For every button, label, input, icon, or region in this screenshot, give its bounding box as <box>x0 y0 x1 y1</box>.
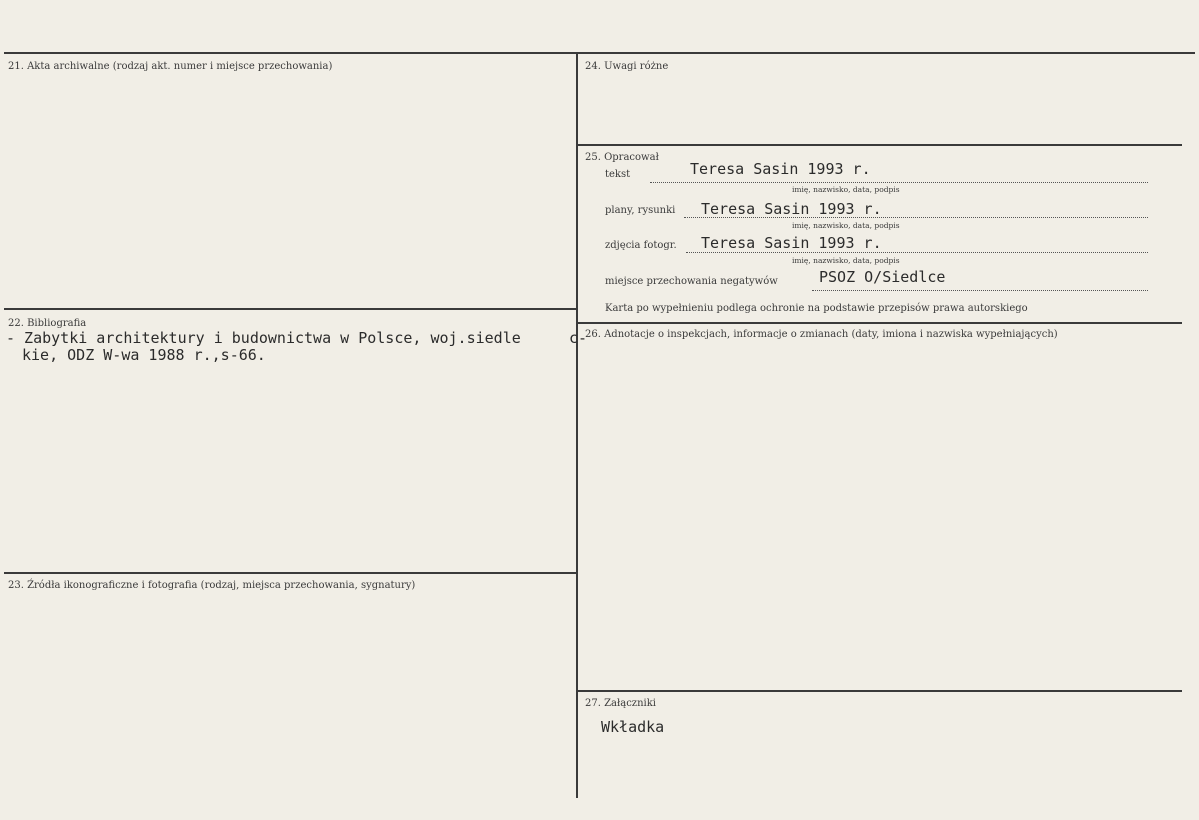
section-23-label: 23. Źródła ikonograficzne i fotografia (rodzaj, miejsca przechowania, sygnatury) <box>8 580 416 591</box>
section-21-label: 21. Akta archiwalne (rodzaj akt. numer i miejsce przechowania) <box>8 61 333 72</box>
bibliography-entry-line2: kie, ODZ W-wa 1988 r.,s-66. <box>22 346 266 364</box>
zdjecia-value: Teresa Sasin 1993 r. <box>701 234 882 252</box>
bibliography-entry-line1-tail: c- <box>569 329 588 347</box>
section-22-label: 22. Bibliografia <box>8 318 87 329</box>
tekst-line <box>650 182 1148 183</box>
attachments-value: Wkładka <box>601 718 665 736</box>
center-divider <box>576 53 578 798</box>
plany-label: plany, rysunki <box>605 205 676 216</box>
plany-line <box>684 217 1148 218</box>
section-25-label: 25. Opracował <box>585 152 659 163</box>
plany-caption: imię, nazwisko, data, podpis <box>792 221 900 230</box>
section-24-label: 24. Uwagi różne <box>585 61 669 72</box>
copyright-notice: Karta po wypełnieniu podlega ochronie na podstawie przepisów prawa autorskiego <box>605 303 1028 314</box>
section-27-label: 27. Załączniki <box>585 698 656 709</box>
negatywy-label: miejsce przechowania negatywów <box>605 276 778 287</box>
right-rule-25-26 <box>578 322 1182 324</box>
zdjecia-caption: imię, nazwisko, data, podpis <box>792 256 900 265</box>
right-rule-24-25 <box>578 144 1182 146</box>
left-rule-22-23 <box>4 572 576 574</box>
tekst-caption: imię, nazwisko, data, podpis <box>792 185 900 194</box>
tekst-value: Teresa Sasin 1993 r. <box>690 160 871 178</box>
negatywy-value: PSOZ O/Siedlce <box>819 268 946 286</box>
negatywy-line <box>812 290 1148 291</box>
top-rule <box>4 52 1195 54</box>
section-26-label: 26. Adnotacje o inspekcjach, informacje o zmianach (daty, imiona i nazwiska wypełniających) <box>585 329 1058 340</box>
bibliography-entry-line1: - Zabytki architektury i budownictwa w Polsce, woj.siedle <box>6 329 521 347</box>
zdjecia-line <box>686 252 1148 253</box>
left-rule-21-22 <box>4 308 576 310</box>
right-rule-26-27 <box>578 690 1182 692</box>
zdjecia-label: zdjęcia fotogr. <box>605 240 677 251</box>
plany-value: Teresa Sasin 1993 r. <box>701 200 882 218</box>
tekst-label: tekst <box>605 169 631 180</box>
